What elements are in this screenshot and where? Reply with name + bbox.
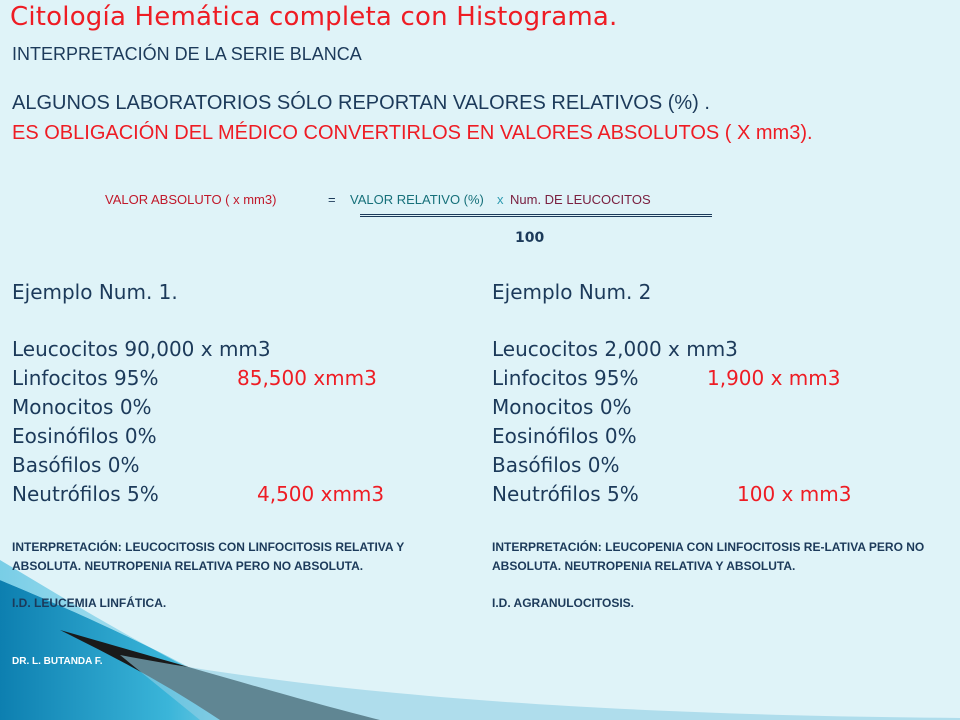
formula-right: Num. DE LEUCOCITOS [510, 192, 651, 207]
example-1-interpretation: INTERPRETACIÓN: LEUCOCITOSIS CON LINFOCITOSIS RELATIVA Y ABSOLUTA. NEUTROPENIA RELATIVA PERO NO ABSOLUTA. [12, 540, 405, 573]
example-2-interpretation: INTERPRETACIÓN: LEUCOPENIA CON LINFOCITOSIS RE-LATIVA PERO NO ABSOLUTA. NEUTROPENIA RELATIVA Y ABSOLUTA. [492, 540, 925, 573]
formula-middle: VALOR RELATIVO (%) [350, 192, 484, 207]
example-1-row [12, 453, 140, 477]
row-label: Neutrófilos 5% [492, 482, 639, 506]
example-2-heading: Ejemplo Num. 2 [492, 280, 652, 304]
row-value: 1,900 x mm3 [707, 366, 841, 390]
formula-equals: = [328, 192, 336, 207]
formula-left: VALOR ABSOLUTO ( x mm3) [105, 192, 277, 207]
row-label: Linfocitos 95% [12, 366, 159, 390]
example-2-row [492, 453, 620, 477]
example-1-row [12, 366, 482, 390]
row-label: Monocitos 0% [12, 395, 152, 419]
row-label: Basófilos 0% [492, 453, 620, 477]
row-label: Leucocitos 90,000 x mm3 [12, 337, 271, 361]
intro-line-2: ES OBLIGACIÓN DEL MÉDICO CONVERTIRLOS EN VALORES ABSOLUTOS ( X mm3). [12, 122, 813, 144]
example-2-row [492, 337, 738, 361]
example-2-row [492, 366, 932, 390]
row-label: Linfocitos 95% [492, 366, 639, 390]
formula-denominator: 100 [515, 230, 545, 246]
formula-times: x [497, 192, 504, 207]
row-value: 85,500 xmm3 [237, 366, 377, 390]
example-1-row [12, 424, 157, 448]
example-1-heading: Ejemplo Num. 1. [12, 280, 178, 304]
row-label: Leucocitos 2,000 x mm3 [492, 337, 738, 361]
example-1-diagnosis: I.D. LEUCEMIA LINFÁTICA. [12, 596, 167, 610]
row-label: Eosinófilos 0% [12, 424, 157, 448]
row-value: 100 x mm3 [737, 482, 852, 506]
slide-title: Citología Hemática completa con Histograma. [10, 2, 618, 32]
slide-subtitle: INTERPRETACIÓN DE LA SERIE BLANCA [12, 44, 362, 64]
decorative-swoosh [0, 560, 960, 720]
example-2-row [492, 424, 637, 448]
author-credit: DR. L. BUTANDA F. [12, 656, 103, 667]
row-label: Basófilos 0% [12, 453, 140, 477]
fraction-rule [360, 214, 712, 217]
row-value: 4,500 xmm3 [257, 482, 385, 506]
example-1-row [12, 395, 152, 419]
example-1-row [12, 482, 482, 506]
example-2-diagnosis: I.D. AGRANULOCITOSIS. [492, 596, 635, 610]
row-label: Eosinófilos 0% [492, 424, 637, 448]
intro-line-1: ALGUNOS LABORATORIOS SÓLO REPORTAN VALORES RELATIVOS (%) . [12, 92, 710, 114]
example-2-row [492, 395, 632, 419]
example-2-row [492, 482, 932, 506]
example-1-row [12, 337, 271, 361]
row-label: Neutrófilos 5% [12, 482, 159, 506]
row-label: Monocitos 0% [492, 395, 632, 419]
